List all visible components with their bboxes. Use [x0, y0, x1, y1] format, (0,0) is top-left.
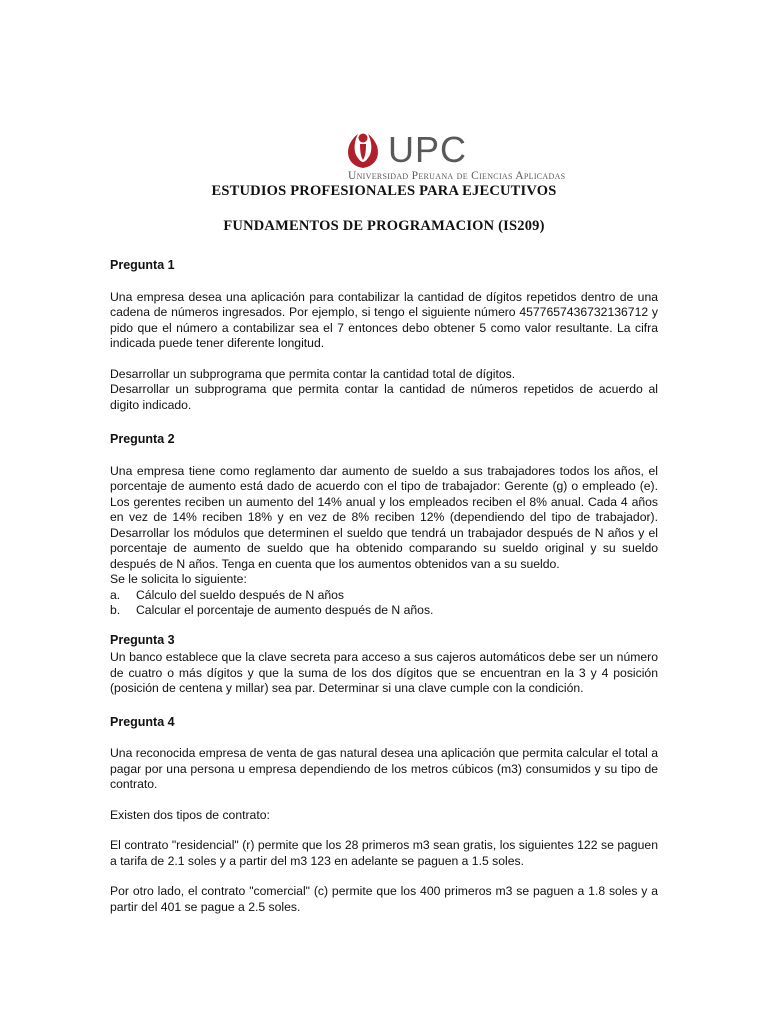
question-2: [110, 432, 658, 619]
list-marker: a.: [110, 587, 121, 602]
question-heading: Pregunta 2: [110, 432, 175, 446]
program-title: ESTUDIOS PROFESIONALES PARA EJECUTIVOS: [211, 183, 557, 199]
paragraph: Por otro lado, el contrato "comercial" (c) permite que los 400 primeros m3 se paguen a 1.8 soles y a partir del 401 se pague a 2.5 soles.: [110, 884, 658, 914]
logo-text: UPC: [388, 129, 468, 170]
paragraph: Existen dos tipos de contrato:: [110, 807, 270, 822]
upc-emblem-icon: [344, 130, 382, 170]
course-title: FUNDAMENTOS DE PROGRAMACION (IS209): [223, 218, 545, 234]
paragraph: Una empresa tiene como reglamento dar aumento de sueldo a sus trabajadores todos los años, el porcentaje de aumento está dado de acuerdo con el tipo de trabajador: Gerente (g) o empleado (e). Los gerentes reciben un aumento del 14% anual y los empleados reciben el 8% anual. Cada 4 años en vez de 14% reciben 18% y en vez de 8% reciben 12% (dependiendo del tipo de trabajador). Desarrollar los módulos que determinen el sueldo que tendrá un trabajador después de N años y el porcentaje de aumento de sueldo que ha obtenido comparando su sueldo original y su sueldo después de N años. Tenga en cuenta que los aumentos obtenidos van a su sueldo.: [110, 463, 658, 571]
paragraph: El contrato "residencial" (r) permite que los 28 primeros m3 sean gratis, los siguientes 122 se paguen a tarifa de 2.1 soles y a partir del m3 123 en adelante se paguen a 1.5 soles.: [110, 838, 658, 868]
list-item: [110, 588, 658, 604]
list-item-text: Cálculo del sueldo después de N años: [136, 587, 345, 602]
question-3: [110, 633, 658, 697]
question-heading: Pregunta 4: [110, 714, 175, 729]
question-heading: Pregunta 3: [110, 632, 175, 647]
paragraph: Se le solicita lo siguiente:: [110, 572, 247, 586]
list-item: [110, 603, 658, 619]
university-name: Universidad Peruana de Ciencias Aplicadas: [348, 170, 566, 182]
paragraph: Desarrollar un subprograma que permita contar la cantidad total de dígitos.: [110, 366, 516, 381]
question-4: [110, 715, 658, 916]
list-item-text: Calcular el porcentaje de aumento después de N años.: [136, 603, 434, 617]
paragraph: Una empresa desea una aplicación para contabilizar la cantidad de dígitos repetidos dentro de una cadena de números ingresados. Por ejemplo, si tengo el siguiente número 4577657436732136712 y pido que el número a contabilizar sea el 7 entonces debo obtener 5 como valor resultante. La cifra indicada puede tener diferente longitud.: [110, 289, 658, 350]
question-heading: Pregunta 1: [110, 258, 175, 272]
requirements-list: [110, 588, 658, 619]
question-1: [110, 258, 658, 413]
paragraph: Un banco establece que la clave secreta para acceso a sus cajeros automáticos debe ser un número de cuatro o más dígitos y que la suma de los dos dígitos que se encuentran en la 3 y 4 posición (posición de centena y millar) sea par. Determinar si una clave cumple con la condición.: [110, 650, 658, 695]
upc-logo: [344, 129, 566, 186]
list-marker: b.: [110, 603, 121, 617]
paragraph: Desarrollar un subprograma que permita contar la cantidad de números repetidos de acuerdo al digito indicado.: [110, 382, 658, 412]
document-body: [110, 258, 658, 915]
paragraph: Una reconocida empresa de venta de gas natural desea una aplicación que permita calcular el total a pagar por una persona u empresa dependiendo de los metros cúbicos (m3) consumidos y su tipo de contrato.: [110, 746, 658, 791]
